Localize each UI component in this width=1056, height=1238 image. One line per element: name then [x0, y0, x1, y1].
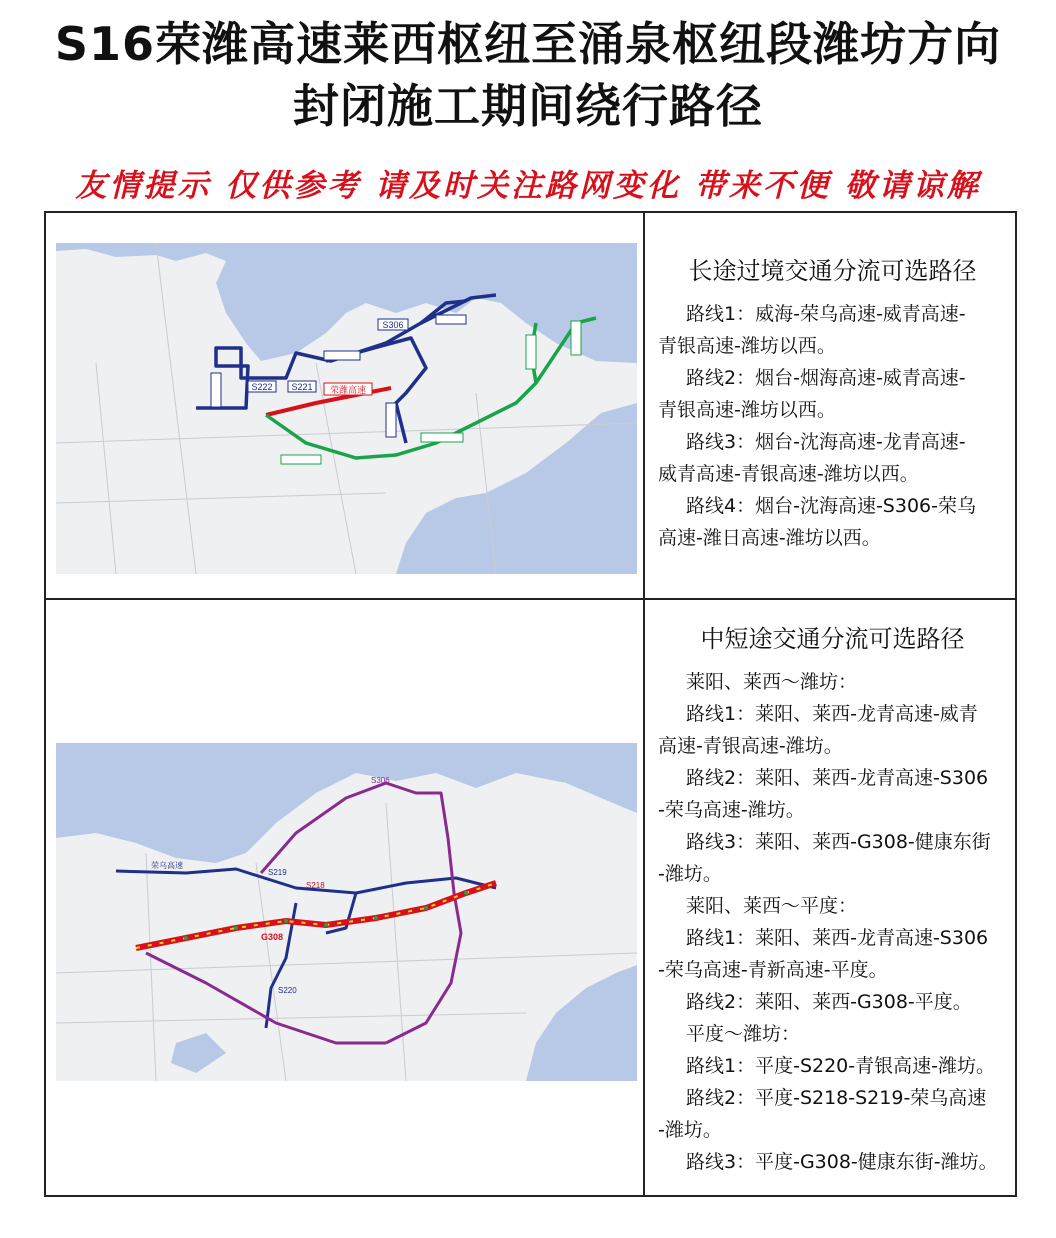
label-s222: S222 [251, 382, 273, 392]
label-s218: S218 [306, 881, 325, 890]
page-title-line2: 封闭施工期间绕行路径 [293, 79, 763, 133]
route-line: 路线2：莱阳、莱西-龙青高速-S306 [686, 767, 989, 789]
route-line: 路线1：莱阳、莱西-龙青高速-S306 [686, 927, 989, 949]
grid-divider-horizontal [46, 598, 1015, 600]
route-line: -潍坊。 [658, 863, 722, 885]
label-rongwu: 荣乌高速 [151, 861, 183, 870]
short-distance-route-list [658, 666, 1007, 1178]
route-line: 路线2：烟台-烟海高速-威青高速- [686, 367, 966, 389]
short-distance-heading: 中短途交通分流可选路径 [700, 625, 965, 653]
info-grid [44, 211, 1017, 1197]
route-line: 路线1：威海-荣乌高速-威青高速- [686, 303, 966, 325]
route-line: 路线1：平度-S220-青银高速-潍坊。 [686, 1055, 995, 1077]
route-line: 平度～潍坊： [686, 1023, 801, 1045]
route-line: 青银高速-潍坊以西。 [658, 399, 836, 421]
label-g308: G308 [261, 932, 284, 942]
route-line: 莱阳、莱西～潍坊： [686, 671, 858, 693]
grid-divider-vertical [643, 213, 645, 1195]
label-s306: S306 [382, 320, 404, 330]
route-line: -荣乌高速-青新高速-平度。 [658, 959, 888, 981]
route-line: 青银高速-潍坊以西。 [658, 335, 836, 357]
short-distance-panel [646, 619, 1017, 1178]
route-line: 高速-青银高速-潍坊。 [658, 735, 843, 757]
short-distance-map [56, 743, 637, 1081]
short-distance-map-svg [56, 743, 637, 1081]
route-line: -荣乌高速-潍坊。 [658, 799, 805, 821]
route-line: 路线2：莱阳、莱西-G308-平度。 [686, 991, 972, 1013]
long-distance-panel [646, 251, 1017, 554]
label-s220: S220 [278, 986, 297, 995]
notice-banner: 友情提示 仅供参考 请及时关注路网变化 带来不便 敬请谅解 [75, 168, 981, 204]
long-distance-route-list [658, 298, 1007, 554]
long-distance-map-svg [56, 243, 637, 574]
route-line: 路线4：烟台-沈海高速-S306-荣乌 [686, 495, 976, 517]
route-line: 路线3：莱阳、莱西-G308-健康东街 [686, 831, 991, 853]
route-line: 莱阳、莱西～平度： [686, 895, 858, 917]
route-line: 路线1：莱阳、莱西-龙青高速-威青 [686, 703, 978, 725]
label-s306-2: S306 [371, 776, 390, 785]
long-distance-heading: 长途过境交通分流可选路径 [688, 257, 977, 285]
label-s219: S219 [268, 868, 287, 877]
label-closed-road: 荣潍高速 [329, 386, 367, 396]
route-line: 路线3：烟台-沈海高速-龙青高速- [686, 431, 966, 453]
page-title-line1: S16荣潍高速莱西枢纽至涌泉枢纽段潍坊方向 [54, 17, 1002, 71]
route-line: -潍坊。 [658, 1119, 722, 1141]
long-distance-map [56, 243, 637, 574]
route-line: 路线2：平度-S218-S219-荣乌高速 [686, 1087, 987, 1109]
label-s221: S221 [291, 382, 313, 392]
route-line: 路线3：平度-G308-健康东街-潍坊。 [686, 1151, 998, 1173]
route-line: 威青高速-青银高速-潍坊以西。 [658, 463, 919, 485]
route-line: 高速-潍日高速-潍坊以西。 [658, 527, 881, 549]
